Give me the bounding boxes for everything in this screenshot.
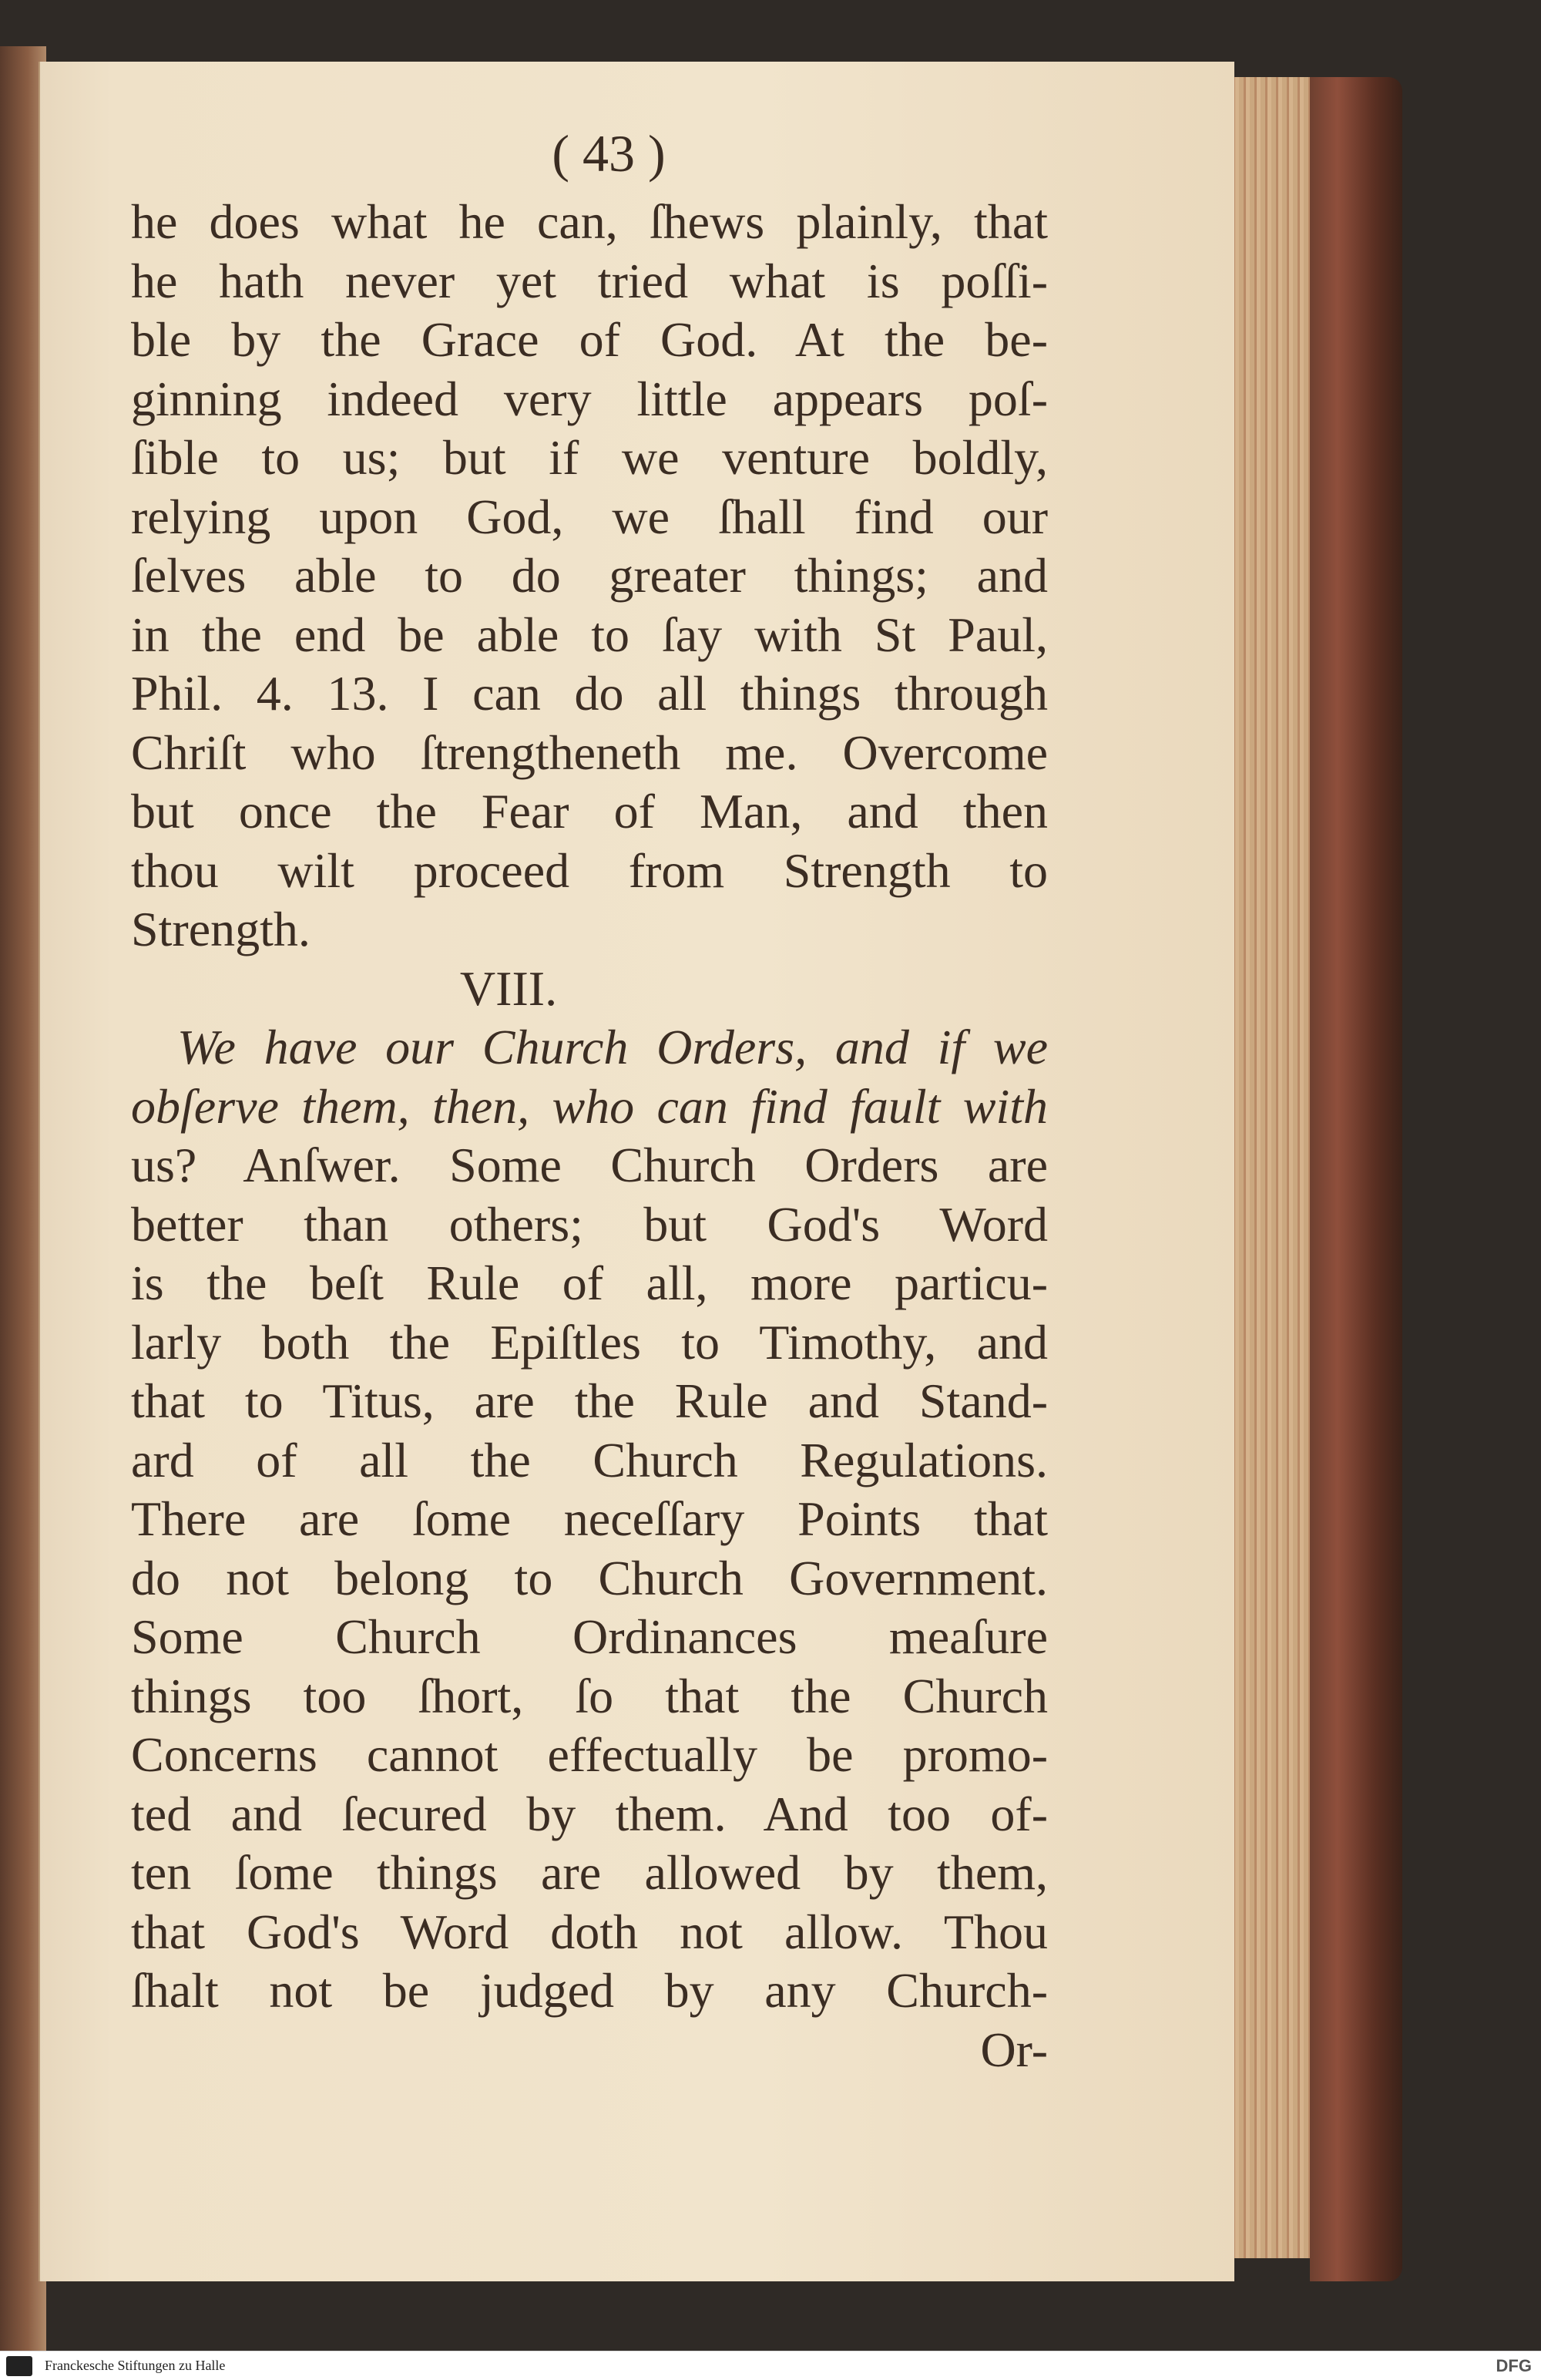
text-line: ſelves able to do greater things; and — [131, 548, 1048, 603]
text-line: ſible to us; but if we venture boldly, — [131, 430, 1048, 485]
text-line: Strength. — [131, 902, 311, 956]
institution-name: Franckesche Stiftungen zu Halle — [45, 2358, 226, 2373]
text-line: that God's Word doth not allow. Thou — [131, 1904, 1048, 1959]
text-line: ted and ſecured by them. And too of- — [131, 1786, 1048, 1841]
text-line: is the beſt Rule of all, more particu- — [131, 1256, 1048, 1310]
question-line: obſerve them, then, who can find fault with — [131, 1078, 1048, 1134]
text-line: in the end be able to ſay with St Paul, — [131, 607, 1048, 662]
text-line: Concerns cannot effectually be promo- — [131, 1727, 1048, 1782]
text-line: Chriſt who ſtrengtheneth me. Overcome — [131, 724, 1048, 780]
text-line: better than others; but God's Word — [131, 1196, 1048, 1252]
text-line: ſhalt not be judged by any Church- — [131, 1963, 1048, 2018]
right-cover-edge — [1310, 77, 1402, 2281]
text-line: but once the Fear of Man, and then — [131, 784, 1048, 839]
question-line: We have our Church Orders, and if we — [177, 1020, 1048, 1074]
text-line: Phil. 4. 13. I can do all things through — [131, 666, 1048, 721]
catchword: Or- — [980, 2022, 1048, 2077]
text-line: that to Titus, are the Rule and Stand- — [131, 1373, 1048, 1428]
text-line: ble by the Grace of God. At the be- — [131, 312, 1048, 367]
text-line: There are ſome neceſſary Points that — [131, 1491, 1048, 1546]
text-line: relying upon God, we ſhall find our — [131, 489, 1048, 544]
dfg-logo: DFG — [1496, 2356, 1532, 2375]
text-line: ginning indeed very little appears poſ- — [131, 371, 1048, 426]
viewer-footer — [0, 2351, 1541, 2380]
text-line: ard of all the Church Regulations. — [131, 1432, 1048, 1488]
page-number: ( 43 ) — [552, 124, 666, 183]
body-text — [131, 193, 1048, 2079]
text-line: larly both the Epiſtles to Timothy, and — [131, 1314, 1048, 1370]
text-line: do not belong to Church Government. — [131, 1550, 1048, 1605]
text-line: things too ſhort, ſo that the Church — [131, 1668, 1048, 1723]
section-heading: VIII. — [459, 960, 558, 1016]
text-line: thou wilt proceed from Strength to — [131, 842, 1048, 898]
text-line: us? Anſwer. Some Church Orders are — [131, 1138, 1048, 1192]
text-line: ten ſome things are allowed by them, — [131, 1845, 1048, 1900]
text-line: Some Church Ordinances meaſure — [131, 1609, 1048, 1664]
text-line: he does what he can, ſhews plainly, that — [131, 194, 1048, 249]
text-line: he hath never yet tried what is poſſi- — [131, 253, 1048, 308]
institution-logo-icon — [6, 2356, 32, 2376]
